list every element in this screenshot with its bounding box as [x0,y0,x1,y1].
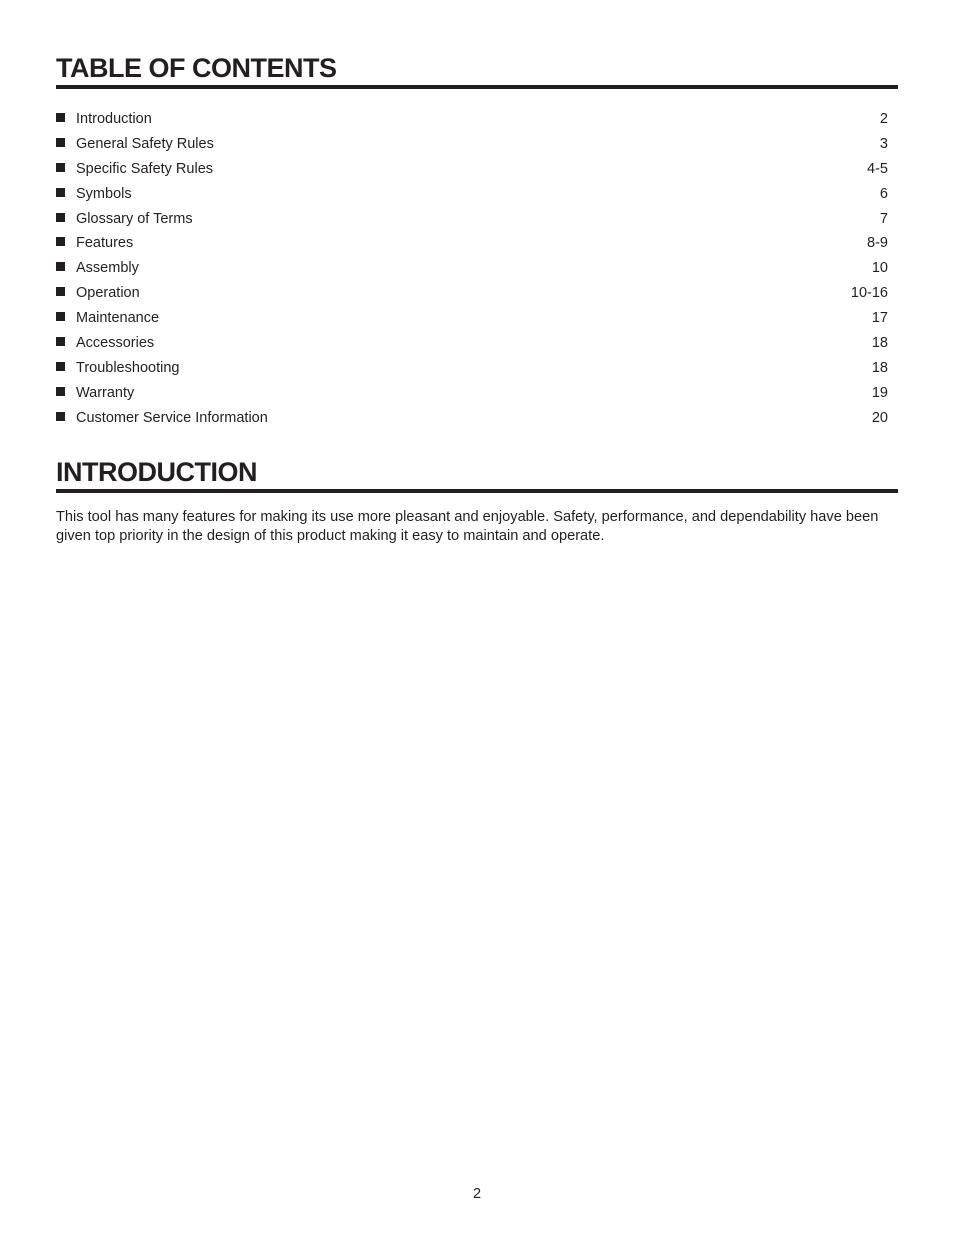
toc-entry-title: Warranty [76,384,135,401]
toc-entry-title: Assembly [76,260,139,277]
toc-entry-page: 18 [871,335,888,352]
toc-entry-page: 20 [871,409,888,426]
toc-entry-symbols[interactable] [56,186,888,211]
toc-list [56,111,888,435]
square-bullet-icon [56,138,65,147]
toc-entry-page: 10-16 [850,285,888,302]
toc-entry-page: 8-9 [867,235,888,252]
toc-entry-title: Symbols [76,185,132,202]
square-bullet-icon [56,237,65,246]
toc-entry-title: Glossary of Terms [76,210,193,227]
square-bullet-icon [56,287,65,296]
square-bullet-icon [56,113,65,122]
toc-entry-title: Features [76,235,134,252]
manual-page [56,0,898,547]
square-bullet-icon [56,387,65,396]
toc-entry-troubleshooting[interactable] [56,360,888,385]
toc-entry-title: Customer Service Information [76,409,268,426]
toc-heading: TABLE OF CONTENTS [56,55,898,89]
introduction-heading: INTRODUCTION [56,459,898,493]
toc-entry-warranty[interactable] [56,385,888,410]
square-bullet-icon [56,337,65,346]
page-number: 2 [472,1186,482,1202]
toc-entry-title: Introduction [76,111,152,127]
square-bullet-icon [56,412,65,421]
toc-entry-title: Maintenance [76,310,160,327]
square-bullet-icon [56,188,65,197]
toc-entry-page: 2 [879,111,888,127]
toc-entry-glossary-of-terms[interactable] [56,211,888,236]
toc-entry-introduction[interactable] [56,111,888,136]
square-bullet-icon [56,362,65,371]
toc-entry-customer-service-information[interactable] [56,410,888,435]
toc-entry-maintenance[interactable] [56,310,888,335]
toc-entry-operation[interactable] [56,285,888,310]
square-bullet-icon [56,213,65,222]
toc-entry-title: Operation [76,285,140,302]
toc-entry-title: Accessories [76,335,155,352]
introduction-body: This tool has many features for making its use more pleasant and enjoyable. Safety, performance, and dependability have been given top priority in the design of this product making it easy to maintain and operate. [56,508,879,545]
toc-entry-features[interactable] [56,235,888,260]
square-bullet-icon [56,312,65,321]
toc-entry-title: Specific Safety Rules [76,160,214,177]
square-bullet-icon [56,163,65,172]
toc-entry-title: General Safety Rules [76,135,214,152]
toc-entry-assembly[interactable] [56,260,888,285]
toc-entry-page: 6 [879,185,888,202]
toc-entry-page: 4-5 [867,160,888,177]
toc-entry-general-safety-rules[interactable] [56,136,888,161]
toc-entry-page: 7 [879,210,888,227]
toc-entry-page: 10 [871,260,888,277]
toc-entry-page: 18 [871,359,888,376]
toc-entry-specific-safety-rules[interactable] [56,161,888,186]
toc-entry-page: 19 [871,384,888,401]
toc-entry-accessories[interactable] [56,335,888,360]
square-bullet-icon [56,262,65,271]
toc-entry-title: Troubleshooting [76,359,180,376]
toc-entry-page: 17 [871,310,888,327]
toc-entry-page: 3 [879,135,888,152]
